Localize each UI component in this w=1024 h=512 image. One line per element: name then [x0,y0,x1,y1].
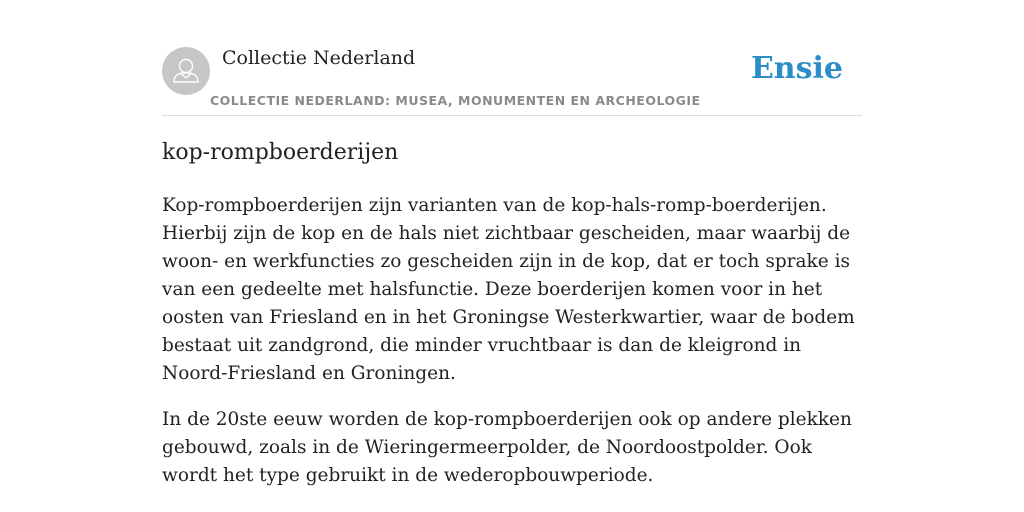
article-body [162,192,862,508]
user-icon [162,47,210,95]
header [162,45,862,116]
paragraph: In de 20ste eeuw worden de kop-rompboerderijen ook op andere plekken gebouwd, zoals in de Wieringermeerpolder, de Noordoostpolder. Ook wordt het type gebruikt in de wederopbouwperiode. [162,409,852,486]
paragraph: Kop-rompboerderijen zijn varianten van de kop-hals-romp-boerderijen. Hierbij zijn de kop en de hals niet zichtbaar gescheiden, maar waarbij de woon- en werkfuncties zo gescheiden zijn in de kop, dat er toch sprake is van een gedeelte met halsfunctie. Deze boerderijen komen voor in het oosten van Friesland en in het Groningse Westerkwartier, waar de bodem bestaat uit zandgrond, die minder vruchtbaar is dan de kleigrond in Noord-Friesland en Groningen. [162,195,855,384]
collection-subtitle[interactable]: COLLECTIE NEDERLAND: MUSEA, MONUMENTEN EN ARCHEOLOGIE [210,93,701,108]
author-name[interactable]: Collectie Nederland [222,47,416,69]
avatar[interactable] [162,47,210,95]
page-title: kop-rompboerderijen [162,140,399,165]
brand-logo[interactable]: Ensie [750,51,843,86]
